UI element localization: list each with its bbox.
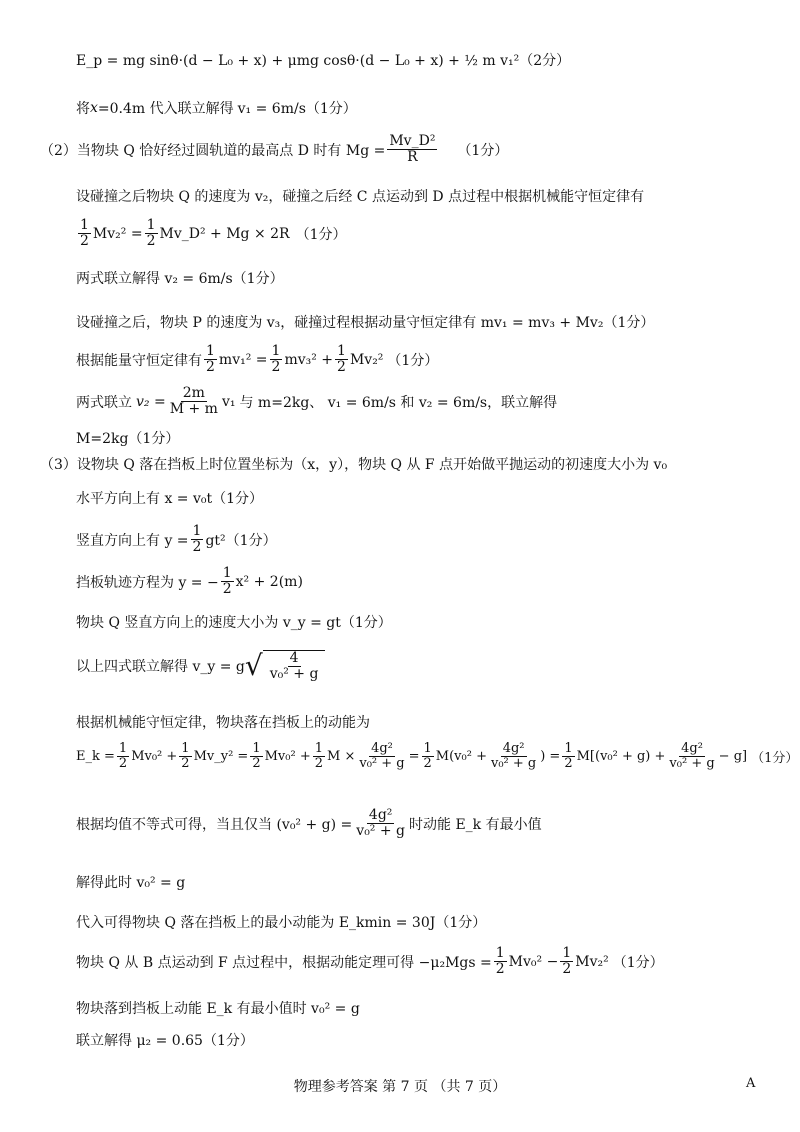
ek-min-condition-line bbox=[76, 998, 360, 1018]
den: 2 bbox=[564, 756, 573, 772]
score: （1分） bbox=[387, 352, 439, 369]
vy-solution-line bbox=[76, 650, 325, 683]
fraction-2m bbox=[168, 386, 220, 418]
vy-solution-text: 以上四式联立解得 v_y = g bbox=[76, 659, 245, 676]
work-energy-line bbox=[76, 946, 664, 978]
kinetic-intro-line bbox=[76, 712, 370, 732]
inequality-text-b: 时动能 E_k 有最小值 bbox=[409, 816, 542, 833]
v1: v₁ bbox=[221, 393, 236, 410]
sqrt-expression: √ $\frac{4}{\text{v₀² + g}}$ bbox=[245, 650, 326, 683]
vy-line bbox=[76, 612, 392, 632]
inequality-line bbox=[76, 808, 542, 840]
kinetic-intro-text: 根据机械能守恒定律，物块落在挡板上的动能为 bbox=[76, 715, 370, 731]
combine-line: 两式联立 v₂ = $\frac{2m}{M + m}$ v₁ 与 m=2kg、 v₁ = 6m/s 和 v₂ = 6m/s，联立解得 bbox=[76, 385, 558, 418]
trajectory-text-b: x² + 2(m) bbox=[235, 573, 303, 590]
page-footer: 物理参考答案 第 7 页 （共 7 页） bbox=[293, 1079, 507, 1095]
den: 2 bbox=[222, 581, 232, 598]
eq: Mv_y² = bbox=[193, 749, 249, 765]
num: 1 bbox=[206, 343, 215, 359]
denominator: R bbox=[407, 149, 418, 166]
collision-text: 设碰撞之后物块 Q 的速度为 v₂，碰撞之后经 C 点运动到 D 点过程中根据机械能守恒定律有 bbox=[76, 189, 645, 205]
eq-part: mv₁² = bbox=[218, 351, 268, 368]
num: 2m bbox=[182, 385, 205, 401]
solve-v0-text: 解得此时 v₀² = g bbox=[76, 875, 186, 891]
num: 1 bbox=[252, 741, 261, 756]
eq: M[(v₀² + g) + bbox=[576, 749, 666, 765]
vertical-line bbox=[76, 524, 277, 556]
vertical-text-b: gt²（1分） bbox=[205, 532, 277, 549]
collision-intro-line bbox=[76, 186, 644, 206]
num: 4g² bbox=[371, 741, 393, 756]
den: 2 bbox=[423, 756, 432, 772]
score: （1分） bbox=[612, 954, 664, 971]
den: 2 bbox=[80, 233, 89, 250]
num: 1 bbox=[80, 217, 89, 233]
num: 1 bbox=[495, 945, 505, 961]
trajectory-line bbox=[76, 566, 303, 598]
energy-text: 根据能量守恒定律有 bbox=[76, 352, 202, 369]
den: M + m bbox=[169, 401, 218, 418]
text-b: x bbox=[90, 100, 98, 116]
eq-part: Mv₂² = bbox=[92, 225, 143, 242]
num: 1 bbox=[271, 343, 281, 359]
text-d: v₁ = 6m/s（1分） bbox=[237, 101, 357, 117]
num: 4g² bbox=[502, 741, 525, 756]
num: 1 bbox=[564, 741, 573, 756]
den: v₀² + g bbox=[269, 666, 319, 683]
num: 1 bbox=[192, 523, 202, 539]
den: v₀² + g bbox=[669, 756, 715, 772]
den: 2 bbox=[146, 233, 156, 250]
num: 1 bbox=[314, 741, 323, 756]
numerator: Mv_D² bbox=[389, 133, 436, 149]
fraction-half bbox=[191, 524, 204, 556]
part3-text: （3）设物块 Q 落在挡板上时位置坐标为（x，y），物块 Q 从 F 点开始做平抛运动的初速度大小为 v₀ bbox=[40, 457, 668, 473]
result-M-line bbox=[76, 428, 179, 448]
eq: Mv₀² − bbox=[508, 953, 559, 970]
den: 2 bbox=[118, 756, 128, 772]
score: （1分） bbox=[295, 226, 347, 243]
eq: Mv₂² bbox=[575, 953, 609, 970]
equation-text: E_p = mg sinθ·(d − L₀ + x) + μmg cosθ·(d − L₀ + x) + ½ m v₁²（2分） bbox=[76, 53, 571, 69]
num: 4g² bbox=[368, 807, 393, 823]
eq-part: Mv₂² bbox=[349, 351, 384, 368]
num: 1 bbox=[562, 945, 572, 961]
num: 1 bbox=[146, 217, 156, 233]
combine-text-b: 与 m=2kg、 v₁ = 6m/s 和 v₂ = 6m/s，联立解得 bbox=[239, 394, 558, 411]
den: 2 bbox=[314, 756, 323, 772]
combine-text: 两式联立 bbox=[76, 394, 132, 411]
fraction-half bbox=[221, 566, 234, 598]
eq: = bbox=[408, 749, 420, 765]
energy-equation bbox=[76, 50, 570, 70]
work-energy-text: 物块 Q 从 B 点运动到 F 点过程中，根据动能定理可得 −μ₂Mgs = bbox=[76, 954, 492, 971]
eq: − g] bbox=[718, 749, 748, 765]
energy-conservation-equation bbox=[76, 218, 347, 250]
momentum-line bbox=[76, 312, 654, 332]
part2-text: （2）当物块 Q 恰好经过圆轨道的最高点 D 时有 Mg = bbox=[40, 142, 386, 159]
num: 1 bbox=[423, 741, 432, 756]
mu2-result-line bbox=[76, 1030, 254, 1050]
eq: M(v₀² + bbox=[435, 749, 487, 765]
momentum-text: 设碰撞之后，物块 P 的速度为 v₃，碰撞过程根据动量守恒定律有 mv₁ = mv₃ + Mv₂（1分） bbox=[76, 315, 655, 331]
solve-text: 两式联立解得 v₂ = 6m/s（1分） bbox=[76, 271, 284, 287]
score: （1分） bbox=[457, 142, 509, 159]
score: （1分） bbox=[751, 751, 799, 767]
eq: Mv₀² + bbox=[264, 749, 311, 765]
num: 1 bbox=[222, 565, 232, 581]
fraction-half bbox=[270, 344, 283, 376]
solve-v2-line bbox=[76, 268, 284, 288]
solve-v0-line bbox=[76, 872, 185, 892]
num: 4 bbox=[289, 650, 299, 666]
num: 1 bbox=[337, 343, 346, 359]
eq: Mv₀² + bbox=[131, 749, 178, 765]
num: 1 bbox=[181, 741, 190, 756]
fraction-half bbox=[204, 344, 217, 376]
vy-text: 物块 Q 竖直方向上的速度大小为 v_y = gt（1分） bbox=[76, 615, 392, 631]
den: v₀² + g bbox=[356, 823, 406, 840]
den: 2 bbox=[252, 756, 261, 772]
min-energy-line bbox=[76, 912, 486, 932]
fraction-mvd2-r bbox=[387, 134, 437, 166]
den: v₀² + g bbox=[490, 756, 537, 772]
part3-intro-line bbox=[40, 454, 667, 474]
den: 2 bbox=[206, 359, 215, 376]
den: 2 bbox=[192, 539, 202, 556]
den: 2 bbox=[562, 961, 572, 978]
num: 4g² bbox=[681, 741, 703, 756]
text-c: =0.4m 代入联立解得 bbox=[97, 101, 234, 117]
eq: ) = bbox=[540, 749, 561, 765]
eq-part: Mv_D² + Mg × 2R bbox=[159, 225, 290, 242]
fraction-half bbox=[335, 344, 348, 376]
inequality-text: 根据均值不等式可得，当且仅当 (v₀² + g) = bbox=[76, 816, 353, 833]
fraction-half bbox=[78, 218, 91, 250]
energy-line bbox=[76, 344, 438, 376]
den: 2 bbox=[495, 961, 505, 978]
fraction-half bbox=[145, 218, 158, 250]
text-a: 将 bbox=[76, 101, 90, 117]
trajectory-text: 挡板轨迹方程为 y = − bbox=[76, 574, 219, 591]
den: v₀² + g bbox=[359, 756, 405, 772]
den: 2 bbox=[271, 359, 281, 376]
den: 2 bbox=[181, 756, 190, 772]
vertical-text: 竖直方向上有 y = bbox=[76, 532, 189, 549]
horizontal-text: 水平方向上有 x = v₀t（1分） bbox=[76, 491, 264, 507]
eq-part: mv₃² + bbox=[284, 351, 334, 368]
horizontal-line bbox=[76, 488, 263, 508]
min-energy-text: 代入可得物块 Q 落在挡板上的最小动能为 E_kmin = 30J（1分） bbox=[76, 915, 487, 931]
den: 2 bbox=[337, 359, 346, 376]
num: 1 bbox=[118, 741, 128, 756]
kinetic-equation bbox=[76, 742, 798, 772]
solve-v1-line bbox=[76, 98, 357, 118]
result-text: M=2kg（1分） bbox=[76, 431, 180, 447]
eq: E_k = bbox=[76, 749, 115, 765]
eq: M × bbox=[327, 749, 356, 765]
version-mark: A bbox=[746, 1076, 756, 1091]
ek-min-text: 物块落到挡板上动能 E_k 有最小值时 v₀² = g bbox=[76, 1001, 360, 1017]
mu2-text: 联立解得 μ₂ = 0.65（1分） bbox=[76, 1033, 254, 1049]
part2-condition-line bbox=[40, 134, 508, 166]
